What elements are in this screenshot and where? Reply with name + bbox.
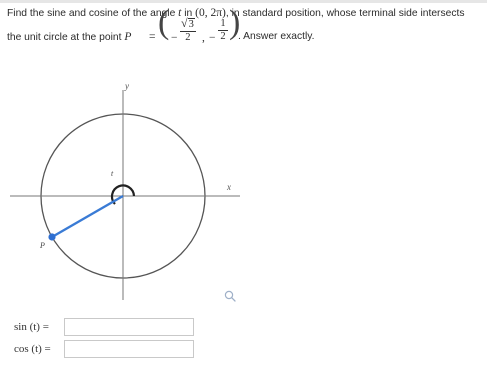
sin-answer-input[interactable]	[64, 318, 194, 336]
open-paren: (	[158, 4, 170, 41]
question-text-part: the unit circle at the point	[7, 32, 125, 43]
x-numerator: √3	[181, 16, 194, 30]
equals-sign: =	[149, 31, 156, 43]
angle-label: t	[111, 169, 114, 178]
point-label: P	[40, 241, 45, 250]
question-text-part: Find the sine and cosine of the angle	[7, 8, 179, 19]
cos-label: cos (t) =	[14, 343, 51, 355]
sin-label: sin (t) =	[14, 321, 49, 333]
x-radicand: 3	[188, 19, 194, 30]
angle-variable: t	[178, 7, 182, 19]
interval: (0, 2π)	[195, 7, 226, 19]
x-denominator: 2	[185, 32, 191, 43]
x-sign: −	[171, 32, 178, 44]
question-text-part: in	[181, 8, 196, 19]
terminal-side	[52, 196, 123, 237]
close-paren: )	[229, 4, 241, 41]
y-sign: −	[209, 32, 216, 44]
question-instruction: . Answer exactly.	[238, 31, 315, 42]
magnifier-icon[interactable]	[224, 290, 236, 302]
x-axis-label: x	[227, 182, 231, 192]
point-name: P	[124, 31, 132, 43]
y-axis-label: y	[125, 81, 129, 91]
cos-answer-input[interactable]	[64, 340, 194, 358]
question-text-part: , in standard position, whose terminal side intersects	[225, 8, 465, 19]
y-denominator: 2	[220, 31, 226, 42]
point-p	[48, 233, 55, 240]
coordinate-comma: ,	[202, 32, 205, 44]
y-numerator: 1	[218, 17, 228, 31]
